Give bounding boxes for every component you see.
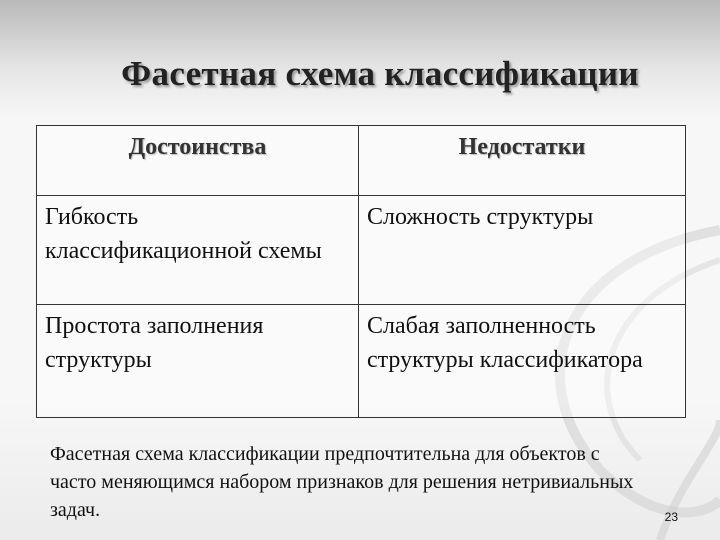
table-row	[37, 196, 686, 305]
disadvantage-text: Слабая заполненность структуры классификатора	[367, 313, 643, 373]
summary-note: Фасетная схема классификации предпочтительна для объектов с часто меняющимся набором признаков для решения нетривиальных задач.	[50, 443, 634, 521]
disadvantage-cell	[359, 305, 686, 418]
header-disadvantages: Недостатки	[359, 126, 686, 196]
table-header-row	[37, 126, 686, 196]
pros-cons-table	[36, 125, 686, 418]
advantage-cell	[37, 305, 359, 418]
header-advantages: Достоинства	[37, 126, 359, 196]
advantage-cell	[37, 196, 359, 305]
disadvantage-cell	[359, 196, 686, 305]
advantage-text: Простота заполнения структуры	[45, 313, 264, 373]
advantage-text: Гибкость классификационной схемы	[45, 204, 322, 264]
disadvantage-text: Сложность структуры	[367, 204, 594, 230]
table-row	[37, 305, 686, 418]
slide-title: Фасетная схема классификации	[121, 54, 639, 93]
page-number: 23	[664, 510, 678, 524]
